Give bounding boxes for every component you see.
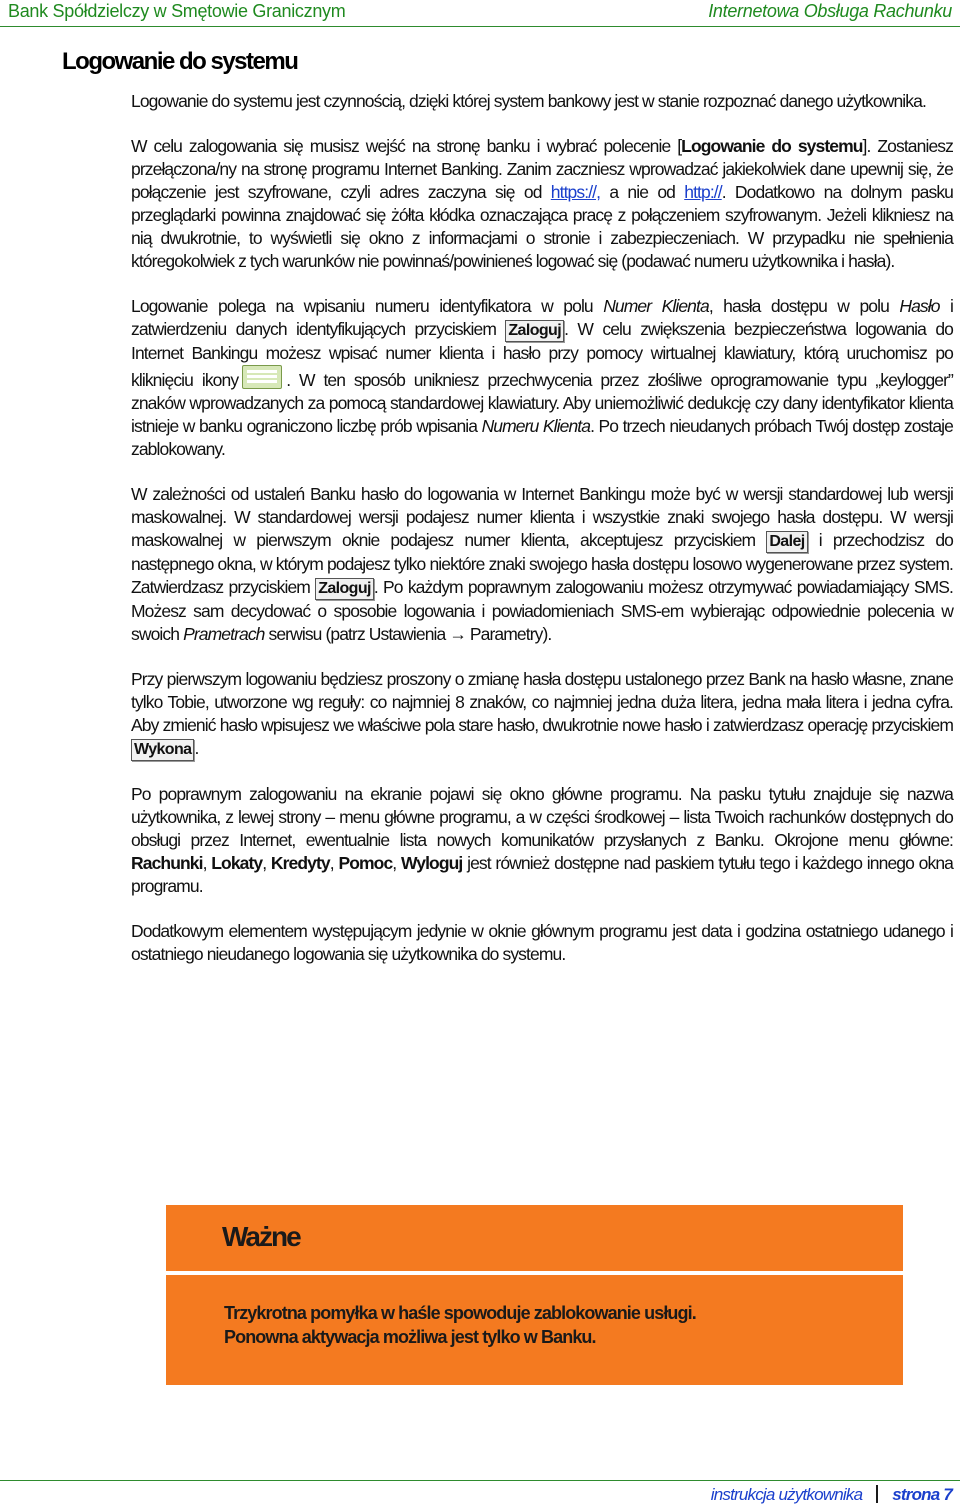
http-link[interactable]: http://	[684, 182, 722, 202]
zaloguj-button-2[interactable]: Zaloguj	[315, 578, 374, 600]
notice-divider	[166, 1271, 903, 1275]
notice-text	[224, 1301, 696, 1349]
document-body	[131, 90, 953, 988]
page-header	[0, 0, 960, 27]
wykonaj-button[interactable]: Wykona	[131, 739, 194, 761]
menu-wyloguj: Wyloguj	[400, 853, 463, 873]
paragraph-secure-connection: W celu zalogowania się musisz wejść na stronę banku i wybrać polecenie [Logowanie do systemu]. Zostaniesz przełączona/ny na stronę programu Internet Banking. Zanim zaczniesz wprowadzać jakiekolwiek dane upewnij się, że połączenie jest szyfrowane, czyli adres zaczyna się od https://, a nie od http://. Dodatkowo na dolnym pasku przeglądarki powinna znajdować się żółta kłódka oznaczająca pracę z połączeniem szyfrowanym. Jeżeli klikniesz na nią dwukrotnie, to wyświetli się okno z informacjami o stronie i zabezpieczeniach. W przypadku nie spełnienia któregokolwiek z tych warunków nie powinnaś/powinieneś logować się (podawać numeru użytkownika i hasła).	[131, 136, 953, 271]
page-footer	[711, 1485, 952, 1505]
footer-label: instrukcja użytkownika	[710, 1485, 863, 1504]
header-service-name: Internetowa Obsługa Rachunku	[708, 1, 952, 21]
notice-line-2: Ponowna aktywacja możliwa jest tylko w Banku.	[224, 1327, 596, 1347]
paragraph-first-login: Przy pierwszym logowaniu będziesz proszony o zmianę hasła dostępu ustalonego przez Bank na hasło własne, znane tylko Tobie, utworzone wg reguły: co najmniej 8 znaków, co najmniej jedna duża litera, jedna mała litera i jedna cyfra. Aby zmienić hasło wpisujesz we właściwe pola stare hasło, dwukrotnie nowe hasło i zatwierdzasz operację przyciskiem Wykona .	[131, 668, 953, 761]
footer-separator	[876, 1485, 878, 1503]
section-title: Logowanie do systemu	[62, 48, 298, 75]
paragraph-password-versions: W zależności od ustaleń Banku hasło do logowania w Internet Bankingu może być w wersji standardowej lub wersji maskowalnej. W standardowej wersji podajesz numer klienta i wszystkie znaki swojego hasła dostępu. W wersji maskowalnej w pierwszym oknie podajesz numer klienta, akceptujesz przyciskiem Dalej i przechodzisz do następnego okna, w którym podajesz tylko niektóre znaki swojego hasła dostępu losowo wygenerowane przez system. Zatwierdzasz przyciskiem Zaloguj . Po każdym poprawnym zalogowaniu możesz otrzymywać powiadamiający SMS. Możesz sam decydować o sposobie logowania i powiadomieniach SMS-em wybierając odpowiednie polecenia w swoich Prametrach serwisu (patrz Ustawienia → Parametry).	[131, 484, 953, 644]
paragraph-login-procedure: Logowanie polega na wpisaniu numeru identyfikatora w polu Numer Klienta, hasła dostępu w polu Hasło i zatwierdzeniu danych identyfikujących przyciskiem Zaloguj . W celu zwiększenia bezpieczeństwa logowania do Internet Bankingu możesz wpisać numer klienta i hasło przy pomocy wirtualnej klawiatury, którą uruchomisz po kliknięciu ikony . W ten sposób unikniesz przechwycenia przez złośliwe oprogramowanie typu „keylogger” znaków wprowadzanych za pomocą standardowej klawiatury. Aby uniemożliwić dedukcję czy dany identyfikator klienta istnieje w banku ograniczono liczbę prób wpisania Numeru Klienta. Po trzech nieudanych próbach Twój dostęp zostaje zablokowany.	[131, 296, 954, 459]
header-bank-name: Bank Spółdzielczy w Smętowie Granicznym	[8, 1, 346, 21]
paragraph-intro: Logowanie do systemu jest czynnością, dzięki której system bankowy jest w stanie rozpoznać danego użytkownika.	[131, 91, 926, 111]
command-login: Logowanie do systemu	[681, 136, 863, 156]
paragraph-last-login-info: Dodatkowym elementem występującym jedynie w oknie głównym programu jest data i godzina ostatniego udanego i ostatniego nieudanego logowania się użytkownika do systemu.	[131, 921, 953, 964]
notice-line-1: Trzykrotna pomyłka w haśle spowoduje zablokowanie usługi.	[224, 1303, 696, 1323]
zaloguj-button[interactable]: Zaloguj	[505, 320, 564, 342]
dalej-button[interactable]: Dalej	[766, 531, 807, 553]
important-notice	[166, 1205, 903, 1385]
menu-rachunki: Rachunki	[131, 853, 203, 873]
arrow-right-icon: →	[449, 624, 466, 644]
footer-divider	[0, 1480, 960, 1481]
paragraph-main-window: Po poprawnym zalogowaniu na ekranie pojawi się okno główne programu. Na pasku tytułu znajduje się nazwa użytkownika, z lewej strony – menu główne programu, a w części środkowej – lista Twoich rachunków dostępnych do obsługi przez Internet, ewentualnie lista nowych komunikatów przysłanych z Banku. Okrojone menu główne: Rachunki, Lokaty, Kredyty, Pomoc, Wyloguj jest również dostępne nad paskiem tytułu tego i każdego innego okna programu.	[131, 784, 953, 896]
keyboard-icon[interactable]	[242, 365, 282, 389]
https-link[interactable]: https://,	[550, 182, 601, 202]
menu-kredyty: Kredyty	[270, 853, 330, 873]
notice-title: Ważne	[222, 1221, 300, 1252]
menu-lokaty: Lokaty	[211, 853, 263, 873]
menu-pomoc: Pomoc	[338, 853, 393, 873]
page-number: strona 7	[892, 1485, 952, 1504]
